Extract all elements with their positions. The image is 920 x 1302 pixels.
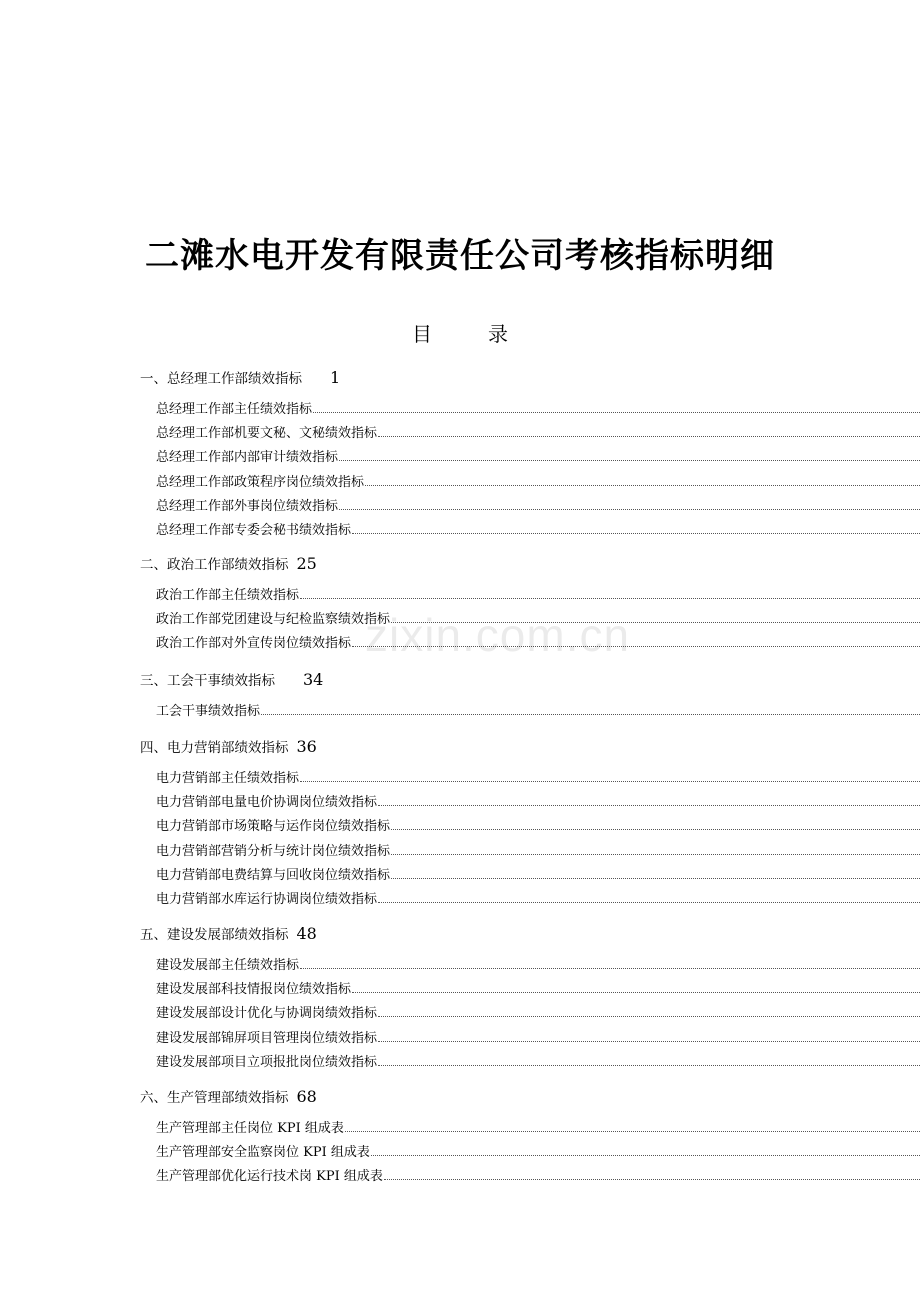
toc-entry[interactable] [156,520,920,538]
toc-entry-label: 总经理工作部外事岗位绩效指标 [156,498,339,514]
toc-entry-label: 政治工作部对外宣传岗位绩效指标 [156,636,352,652]
toc-entry[interactable] [156,447,920,465]
toc-entry[interactable] [156,496,920,514]
dot-leader [365,484,920,486]
dot-leader [378,1015,920,1017]
toc-entry-label: 总经理工作部政策程序岗位绩效指标 [156,474,365,490]
dot-leader [378,435,920,437]
dot-leader [391,828,920,830]
toc-section-label: 三、工会干事绩效指标 [140,673,275,689]
toc-entry[interactable] [156,585,920,603]
dot-leader [384,1178,920,1180]
toc-entry-label: 电力营销部水库运行协调岗位绩效指标 [156,892,378,907]
toc-section-page: 1 [330,368,341,387]
toc-section-page: 25 [296,554,317,573]
toc-section[interactable] [140,669,323,689]
document-title: 二滩水电开发有限责任公司考核指标明细 [145,236,775,276]
toc-section[interactable] [140,923,317,943]
toc-entry[interactable] [156,955,920,973]
toc-entry[interactable] [156,423,920,441]
toc-section-label: 四、电力营销部绩效指标 [140,740,289,756]
toc-entry[interactable] [156,889,920,907]
toc-entry[interactable] [156,633,920,651]
toc-entry-label: 总经理工作部主任绩效指标 [156,402,313,417]
toc-entry[interactable] [156,1118,920,1136]
toc-section[interactable] [140,1086,317,1106]
dot-leader [378,901,920,903]
toc-entry[interactable] [156,1052,920,1070]
toc-section-page: 48 [296,924,317,943]
dot-leader [345,1130,920,1132]
toc-entry-label: 电力营销部市场策略与运作岗位绩效指标 [156,819,391,835]
toc-entry[interactable] [156,1028,920,1046]
toc-entry-label: 总经理工作部机要文秘、文秘绩效指标 [156,426,378,442]
toc-section-label: 五、建设发展部绩效指标 [140,927,289,943]
toc-entry[interactable] [156,865,920,883]
dot-leader [391,877,920,879]
toc-heading [0,318,920,347]
toc-entry-label: 电力营销部营销分析与统计岗位绩效指标 [156,843,391,859]
toc-entry-label: 电力营销部主任绩效指标 [156,771,300,786]
toc-entry-label: 政治工作部党团建设与纪检监察绩效指标 [156,612,391,628]
dot-leader [300,967,920,969]
toc-entry-label: 建设发展部锦屏项目管理岗位绩效指标 [156,1030,378,1046]
toc-entry[interactable] [156,472,920,490]
toc-entry[interactable] [156,399,920,417]
toc-entry-label: 生产管理部主任岗位 KPI 组成表 [156,1121,344,1136]
toc-section[interactable] [140,367,340,387]
toc-entry-label: 建设发展部科技情报岗位绩效指标 [156,982,352,998]
toc-entry[interactable] [156,841,920,859]
dot-leader [371,1154,920,1156]
dot-leader [352,991,920,993]
toc-entry[interactable] [156,701,920,719]
dot-leader [339,508,920,510]
toc-section[interactable] [140,736,317,756]
toc-entry-label: 建设发展部设计优化与协调岗绩效指标 [156,1006,378,1022]
dot-leader [378,1064,920,1066]
toc-heading-char-2: 录 [488,322,508,346]
toc-section-page: 34 [303,670,324,689]
toc-section-page: 68 [296,1087,317,1106]
dot-leader [313,411,920,413]
dot-leader [352,645,920,647]
toc-heading-char-1: 目 [412,322,432,346]
dot-leader [378,804,920,806]
toc-entry[interactable] [156,816,920,834]
toc-entry-label: 生产管理部安全监察岗位 KPI 组成表 [156,1145,370,1161]
toc-section-page: 36 [296,737,317,756]
dot-leader [378,1040,920,1042]
toc-section-label: 六、生产管理部绩效指标 [140,1090,289,1106]
toc-section-label: 一、总经理工作部绩效指标 [140,371,302,387]
toc-entry-label: 政治工作部主任绩效指标 [156,588,300,603]
dot-leader [261,713,920,715]
toc-section[interactable] [140,553,317,573]
toc-entry[interactable] [156,979,920,997]
toc-entry[interactable] [156,792,920,810]
dot-leader [352,532,920,534]
toc-entry[interactable] [156,609,920,627]
toc-entry-label: 电力营销部电费结算与回收岗位绩效指标 [156,867,391,883]
dot-leader [339,459,920,461]
toc-entry-label: 建设发展部主任绩效指标 [156,958,300,973]
toc-entry-label: 建设发展部项目立项报批岗位绩效指标 [156,1054,378,1070]
toc-entry-label: 生产管理部优化运行技术岗 KPI 组成表 [156,1169,383,1185]
toc-entry-label: 总经理工作部内部审计绩效指标 [156,450,339,466]
dot-leader [300,780,920,782]
dot-leader [391,621,920,623]
toc-entry[interactable] [156,768,920,786]
watermark: zixin.com.cn [365,609,631,661]
toc-entry[interactable] [156,1003,920,1021]
toc-entry[interactable] [156,1142,920,1160]
toc-section-label: 二、政治工作部绩效指标 [140,557,289,573]
dot-leader [300,597,920,599]
toc-entry-label: 电力营销部电量电价协调岗位绩效指标 [156,795,378,811]
dot-leader [391,853,920,855]
toc-entry-label: 工会干事绩效指标 [156,704,261,719]
toc-entry-label: 总经理工作部专委会秘书绩效指标 [156,523,352,538]
toc-entry[interactable] [156,1166,920,1184]
